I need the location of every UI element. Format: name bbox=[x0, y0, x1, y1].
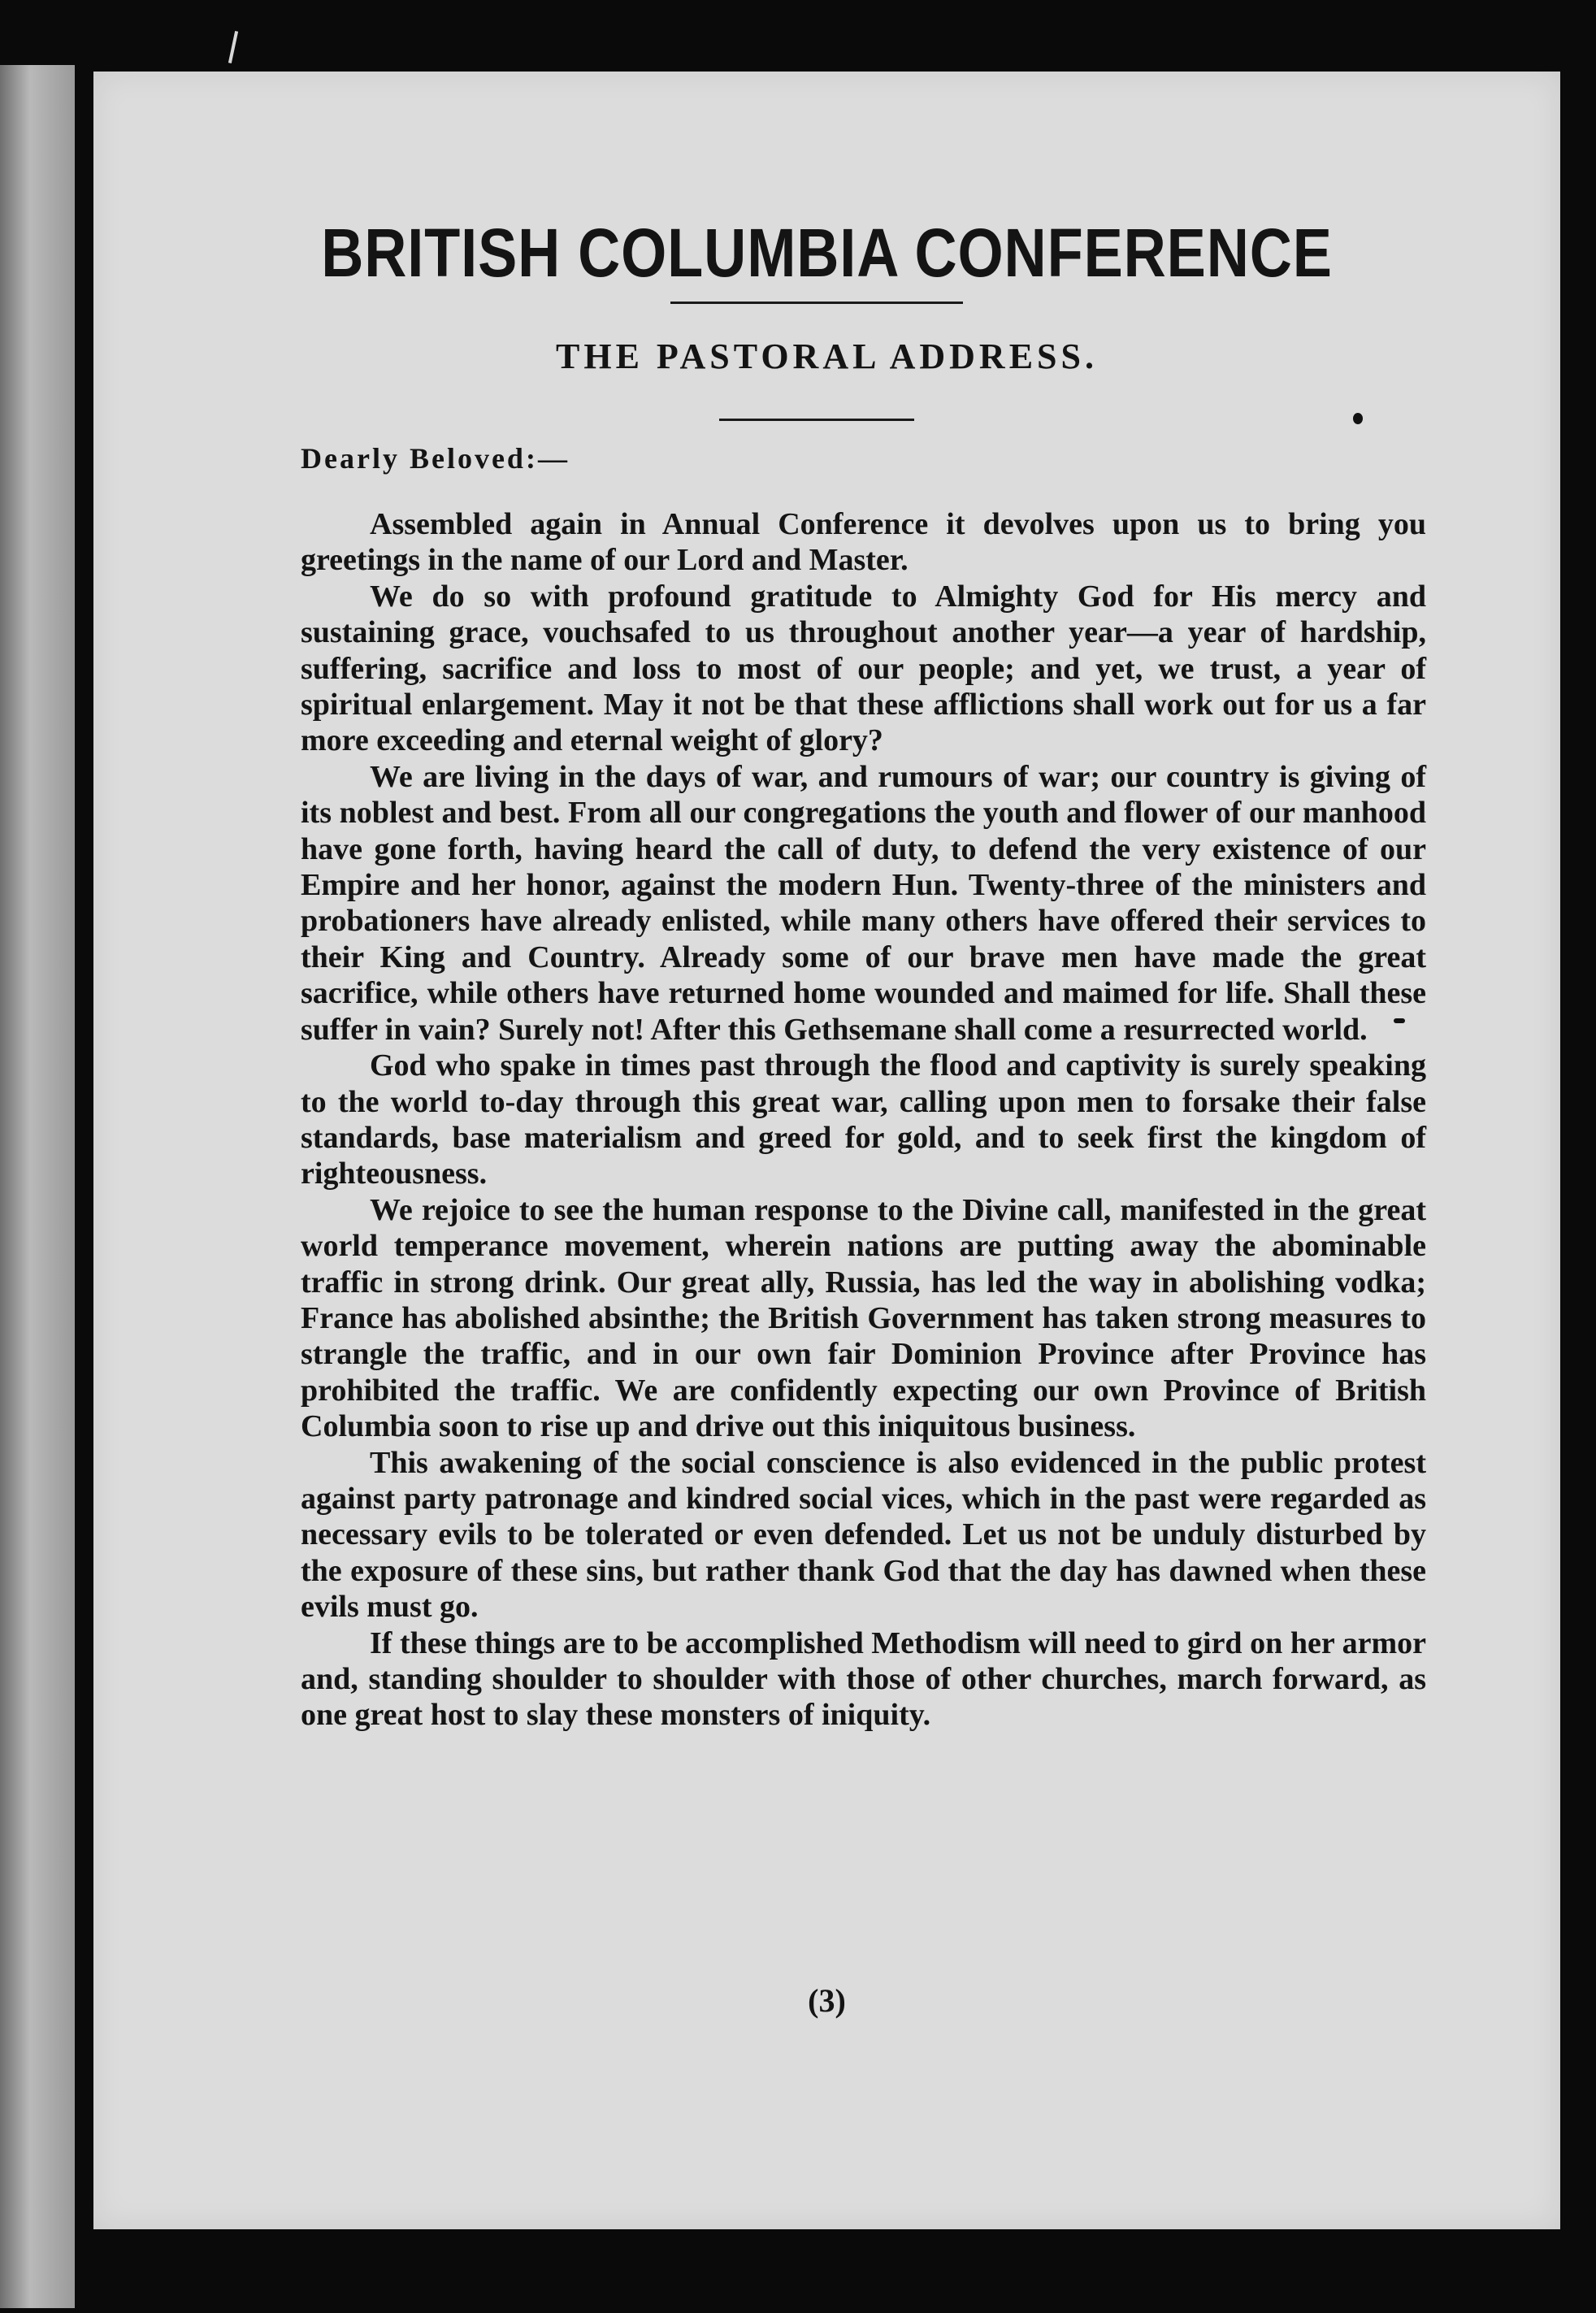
page-number: (3) bbox=[808, 1982, 846, 2019]
paragraph: God who spake in times past through the flood and captivity is surely speaking to the world to-day through this great war, calling upon men to forsake their false standards, base materialism and greed for gold, and to seek first the kingdom of righteousness. bbox=[301, 1048, 1426, 1191]
paragraph: We rejoice to see the human response to the Divine call, manifested in the great world temperance movement, wherein nations are putting away the abominable traffic in strong drink. Our great ally, Russia, has led the way in abolishing vodka; France has abolished absinthe; the British Government has taken strong measures to strangle the traffic, and in our own fair Dominion Province after Province has prohibited the traffic. We are confidently expecting our own Province of British Columbia soon to rise up and drive out this iniquitous business. bbox=[301, 1192, 1426, 1444]
paragraph: We do so with profound gratitude to Almighty God for His mercy and sustaining grace, vouchsafed to us throughout another year—a year of hardship, suffering, sacrifice and loss to most of our people; and yet, we trust, a year of spiritual enlargement. May it not be that these afflictions shall work out for us a far more exceeding and eternal weight of glory? bbox=[301, 579, 1426, 758]
paragraph: This awakening of the social conscience is also evidenced in the public protest against party patronage and kindred social vices, which in the past were regarded as necessary evils to be tolerated or even defended. Let us not be unduly disturbed by the exposure of these sins, but rather thank God that the day has dawned when these evils must go. bbox=[301, 1445, 1426, 1625]
paragraph: If these things are to be accomplished Methodism will need to gird on her armor and, standing shoulder to shoulder with those of other churches, march forward, as one great host to slay these monsters of iniquity. bbox=[301, 1625, 1426, 1733]
scan-mark bbox=[228, 31, 238, 63]
page-title: BRITISH COLUMBIA CONFERENCE bbox=[321, 215, 1333, 291]
document-page bbox=[93, 72, 1560, 2229]
salutation: Dearly Beloved:— bbox=[301, 442, 570, 475]
page-subtitle: THE PASTORAL ADDRESS. bbox=[556, 336, 1098, 376]
letter-body bbox=[301, 506, 1426, 1734]
title-rule bbox=[670, 302, 963, 304]
adjacent-page-edge bbox=[0, 65, 75, 2308]
paragraph: Assembled again in Annual Conference it devolves upon us to bring you greetings in the name of our Lord and Master. bbox=[301, 507, 1426, 578]
subtitle-rule bbox=[719, 419, 914, 421]
ink-speck bbox=[1353, 413, 1363, 424]
paragraph: We are living in the days of war, and rumours of war; our country is giving of its noblest and best. From all our congregations the youth and flower of our manhood have gone forth, having heard the call of duty, to defend the very existence of our Empire and her honor, against the modern Hun. Twenty-three of the ministers and probationers have already enlisted, while many others have offered their services to their King and Country. Already some of our brave men have made the great sacrifice, while others have returned home wounded and maimed for life. Shall these suffer in vain? Surely not! After this Gethsemane shall come a resurrected world. bbox=[301, 759, 1426, 1047]
